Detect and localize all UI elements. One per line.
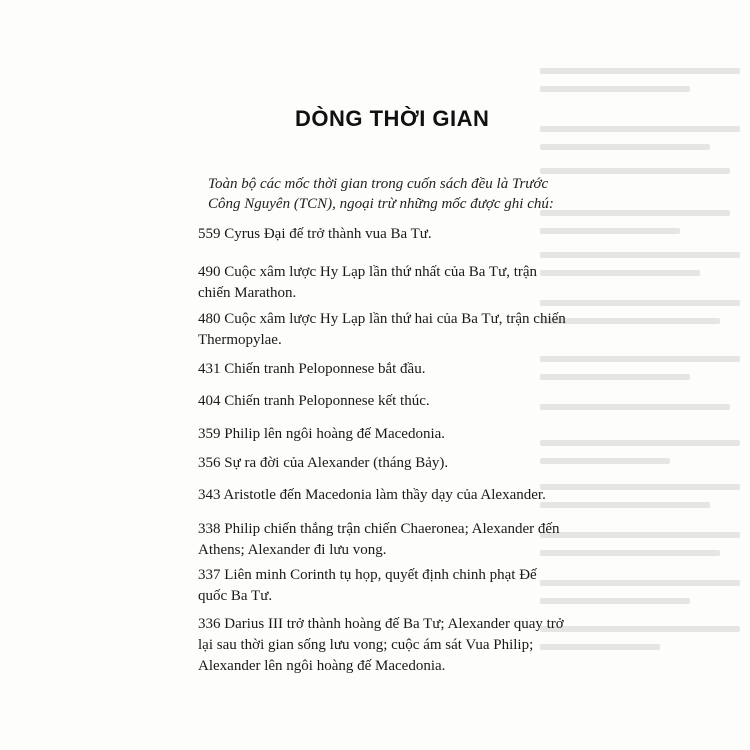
timeline-entry: 404 Chiến tranh Peloponnese kết thúc. <box>198 393 430 409</box>
timeline-entry: 343 Aristotle đến Macedonia làm thầy dạy của Alexander. <box>198 487 546 503</box>
timeline-entry: 431 Chiến tranh Peloponnese bắt đầu. <box>198 361 426 377</box>
timeline-entry: 337 Liên minh Corinth tụ họp, quyết định chinh phạt Đế quốc Ba Tư. <box>198 567 537 604</box>
timeline-entry: 336 Darius III trở thành hoàng đế Ba Tư; Alexander quay trở lại sau thời gian sống lưu vong; cuộc ám sát Vua Philip; Alexander lên ngôi hoàng đế Macedonia. <box>198 616 564 674</box>
timeline-entry: 559 Cyrus Đại đế trở thành vua Ba Tư. <box>198 226 432 242</box>
timeline-entry: 359 Philip lên ngôi hoàng đế Macedonia. <box>198 426 446 442</box>
timeline-entry: 490 Cuộc xâm lược Hy Lạp lần thứ nhất của Ba Tư, trận chiến Marathon. <box>198 264 538 301</box>
intro-note: Toàn bộ các mốc thời gian trong cuốn sách đều là Trước Công Nguyên (TCN), ngoại trừ những mốc được ghi chú: <box>208 176 554 212</box>
timeline-entry: 338 Philip chiến thắng trận chiến Chaeronea; Alexander đến Athens; Alexander đi lưu vong. <box>198 521 560 558</box>
page-title: DÒNG THỜI GIAN <box>295 106 490 131</box>
timeline-entry: 356 Sự ra đời của Alexander (tháng Bảy). <box>198 455 449 471</box>
timeline-entry: 480 Cuộc xâm lược Hy Lạp lần thứ hai của Ba Tư, trận chiến Thermopylae. <box>198 311 566 348</box>
